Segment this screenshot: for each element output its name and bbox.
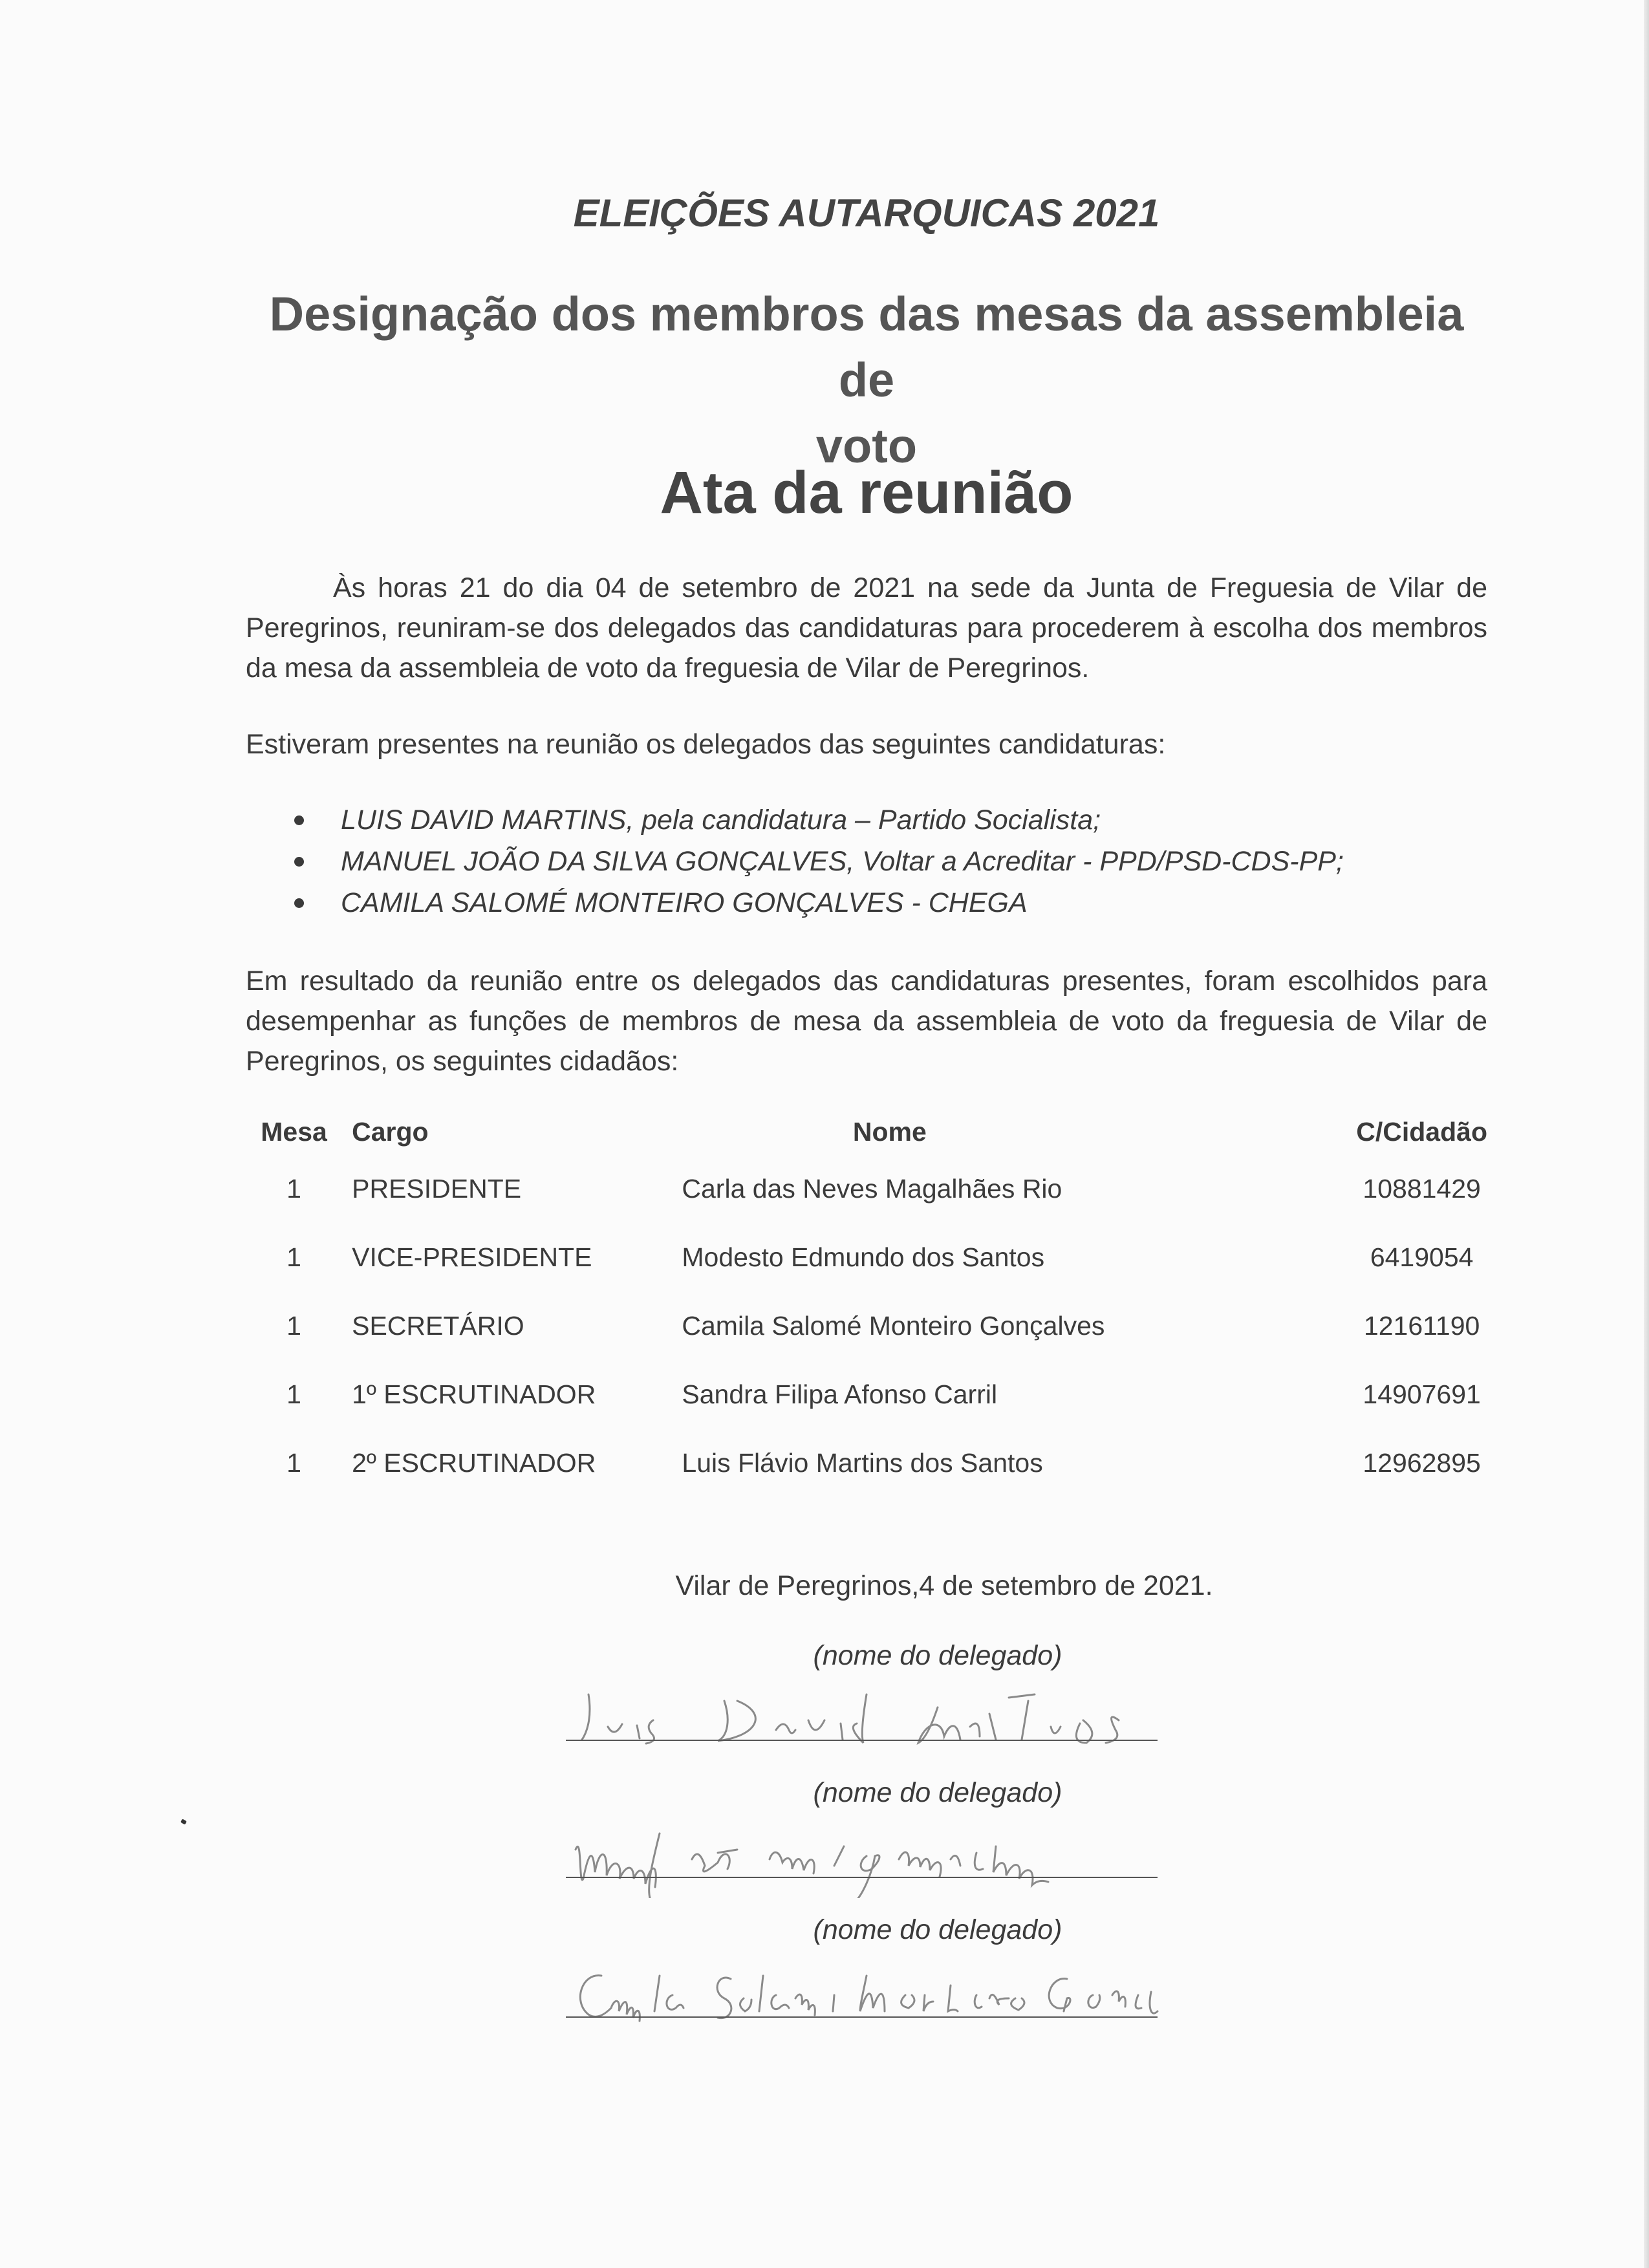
cell-mesa: 1	[286, 1173, 301, 1204]
table-row	[246, 1360, 1487, 1429]
table-row	[246, 1154, 1487, 1223]
cell-cc: 10881429	[1363, 1173, 1481, 1204]
subtitle-line-2: voto	[815, 419, 918, 473]
intro-paragraph: Às horas 21 do dia 04 de setembro de 2021 na sede da Junta de Freguesia de Vilar de Peregrinos, reuniram-se dos delegados das candidaturas para procederem à escolha dos membros da mesa da assembleia de voto da freguesia de Vilar de Peregrinos.	[246, 572, 1487, 684]
election-label: ELEIÇÕES AUTARQUICAS 2021	[573, 191, 1160, 235]
scan-speck	[180, 1819, 187, 1824]
cell-cargo: VICE-PRESIDENTE	[352, 1242, 592, 1272]
table-row	[246, 1223, 1487, 1291]
cell-cc: 14907691	[1363, 1379, 1481, 1409]
attendance-paragraph: Estiveram presentes na reunião os delegados das seguintes candidaturas:	[246, 729, 1166, 760]
table-row	[246, 1429, 1487, 1497]
cell-nome: Carla das Neves Magalhães Rio	[682, 1173, 1062, 1204]
cell-cc: 6419054	[1370, 1242, 1474, 1272]
table-row	[246, 1291, 1487, 1360]
cell-nome: Sandra Filipa Afonso Carril	[682, 1379, 998, 1409]
document-title: Ata da reunião	[660, 460, 1073, 526]
signature-label-2: (nome do delegado)	[813, 1777, 1062, 1808]
signature-2	[563, 1820, 1183, 1898]
cell-cc: 12962895	[1363, 1447, 1481, 1478]
cell-mesa: 1	[286, 1310, 301, 1341]
header-cc: C/Cidadão	[1356, 1116, 1487, 1147]
subtitle-line-1: Designação dos membros das mesas da assembleia de	[269, 287, 1464, 407]
bullet-icon	[294, 898, 304, 908]
delegate-text: CAMILA SALOMÉ MONTEIRO GONÇALVES - CHEGA	[341, 887, 1028, 918]
delegate-list	[246, 799, 1487, 923]
bullet-icon	[294, 815, 304, 825]
result-paragraph: Em resultado da reunião entre os delegados das candidaturas presentes, foram escolhidos para desempenhar as funções de membros de mesa da assembleia de voto da freguesia de Vilar de Peregrinos, os seguintes cidadãos:	[246, 966, 1487, 1077]
delegate-text: LUIS DAVID MARTINS, pela candidatura – Partido Socialista;	[341, 805, 1101, 836]
cell-mesa: 1	[286, 1379, 301, 1409]
signature-label-1: (nome do delegado)	[813, 1640, 1062, 1671]
document-subtitle	[246, 281, 1487, 479]
list-item	[246, 799, 1487, 841]
bullet-icon	[294, 857, 304, 867]
scan-edge	[1644, 0, 1649, 2268]
signature-line-1	[566, 1740, 1158, 1741]
signature-3	[563, 1956, 1183, 2034]
signature-line-2	[566, 1877, 1158, 1878]
cell-cargo: PRESIDENTE	[352, 1173, 522, 1204]
cell-cc: 12161190	[1363, 1310, 1480, 1341]
list-item	[246, 882, 1487, 923]
cell-nome: Modesto Edmundo dos Santos	[682, 1242, 1045, 1272]
cell-mesa: 1	[286, 1242, 301, 1272]
header-cargo: Cargo	[352, 1116, 429, 1147]
header-mesa: Mesa	[261, 1116, 327, 1147]
members-table	[246, 1109, 1487, 1497]
place-date: Vilar de Peregrinos,4 de setembro de 2021.	[675, 1570, 1213, 1601]
header-nome: Nome	[852, 1116, 927, 1147]
signature-1	[563, 1675, 1183, 1753]
cell-mesa: 1	[286, 1447, 301, 1478]
cell-cargo: 1º ESCRUTINADOR	[352, 1379, 596, 1409]
delegate-text: MANUEL JOÃO DA SILVA GONÇALVES, Voltar a Acreditar - PPD/PSD-CDS-PP;	[341, 846, 1344, 877]
signature-line-3	[566, 2016, 1158, 2018]
list-item	[246, 841, 1487, 882]
signature-label-3: (nome do delegado)	[813, 1914, 1062, 1945]
cell-cargo: SECRETÁRIO	[352, 1310, 524, 1341]
cell-nome: Camila Salomé Monteiro Gonçalves	[682, 1310, 1105, 1341]
table-header-row	[246, 1109, 1487, 1154]
cell-nome: Luis Flávio Martins dos Santos	[682, 1447, 1043, 1478]
cell-cargo: 2º ESCRUTINADOR	[352, 1447, 596, 1478]
